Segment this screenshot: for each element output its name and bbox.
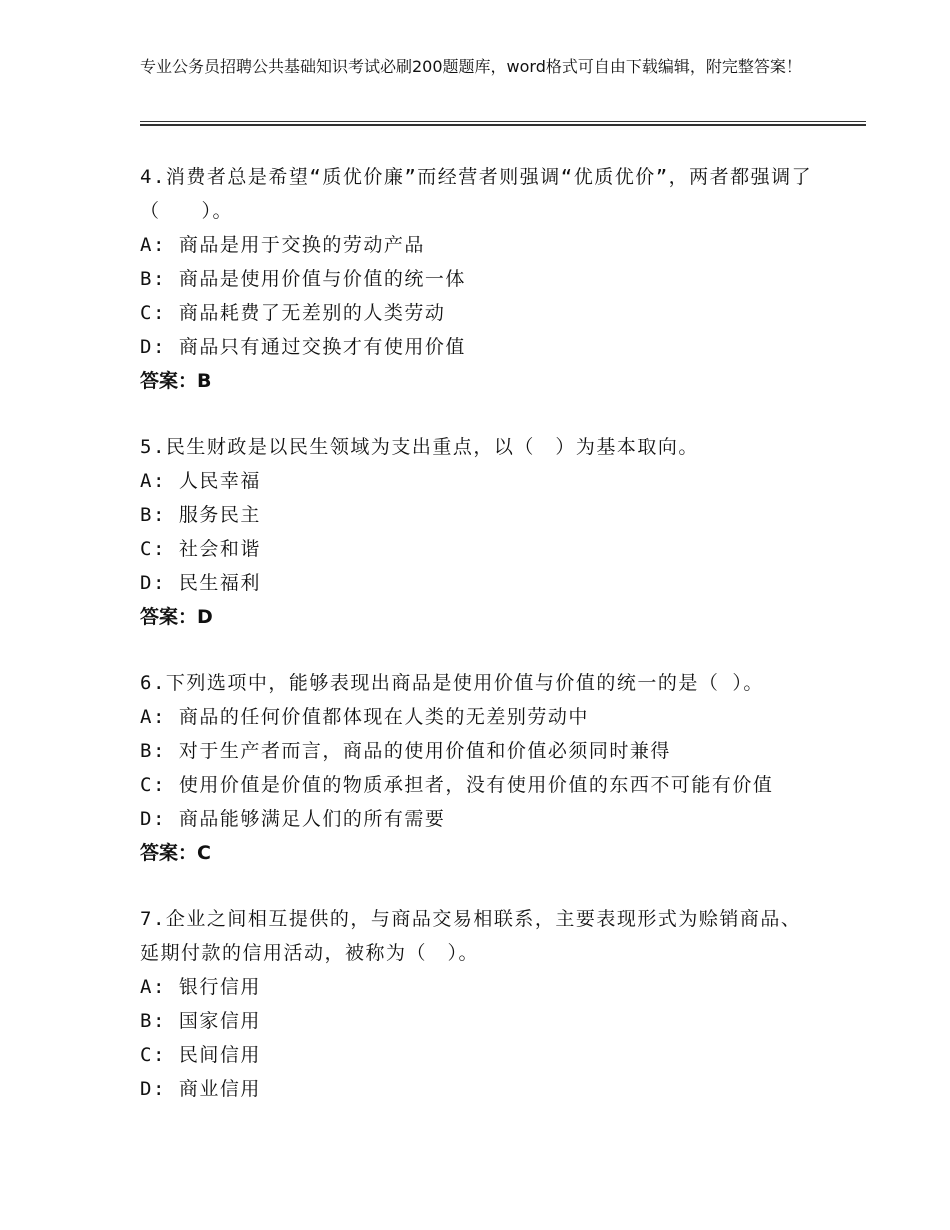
option-b: B: 对于生产者而言，商品的使用价值和价值必须同时兼得 (140, 740, 671, 762)
question-stem: 6.下列选项中，能够表现出商品是使用价值与价值的统一的是（ ）。 (140, 672, 764, 694)
question-list (140, 160, 820, 1138)
answer-line: 答案：C (140, 842, 211, 864)
question-stem: 5.民生财政是以民生领域为支出重点，以（ ）为基本取向。 (140, 436, 699, 458)
option-a: A: 人民幸福 (140, 470, 261, 492)
option-b: B: 商品是使用价值与价值的统一体 (140, 268, 466, 290)
option-a: A: 商品是用于交换的劳动产品 (140, 234, 425, 256)
answer-line: 答案：D (140, 606, 213, 628)
option-a: A: 银行信用 (140, 976, 261, 998)
option-a: A: 商品的任何价值都体现在人类的无差别劳动中 (140, 706, 589, 728)
option-c: C: 民间信用 (140, 1044, 261, 1066)
option-c: C: 商品耗费了无差别的人类劳动 (140, 302, 446, 324)
header-divider (140, 121, 866, 126)
question-stem: 4.消费者总是希望“质优价廉”而经营者则强调“优质优价”，两者都强调了（ ）。 (140, 166, 813, 222)
question-stem: 7.企业之间相互提供的，与商品交易相联系，主要表现形式为赊销商品、延期付款的信用活动，被称为（ ）。 (140, 908, 802, 964)
option-d: D: 商品能够满足人们的所有需要 (140, 808, 446, 830)
question-4 (140, 160, 820, 398)
option-d: D: 商品只有通过交换才有使用价值 (140, 336, 466, 358)
option-b: B: 国家信用 (140, 1010, 261, 1032)
option-d: D: 民生福利 (140, 572, 261, 594)
question-7 (140, 902, 820, 1106)
question-6 (140, 666, 820, 870)
question-5 (140, 430, 820, 634)
document-header: 专业公务员招聘公共基础知识考试必刷200题题库，word格式可自由下载编辑，附完整答案！ (140, 57, 802, 76)
option-c: C: 社会和谐 (140, 538, 261, 560)
option-d: D: 商业信用 (140, 1078, 261, 1100)
option-c: C: 使用价值是价值的物质承担者，没有使用价值的东西不可能有价值 (140, 774, 774, 796)
answer-line: 答案：B (140, 370, 212, 392)
option-b: B: 服务民主 (140, 504, 261, 526)
